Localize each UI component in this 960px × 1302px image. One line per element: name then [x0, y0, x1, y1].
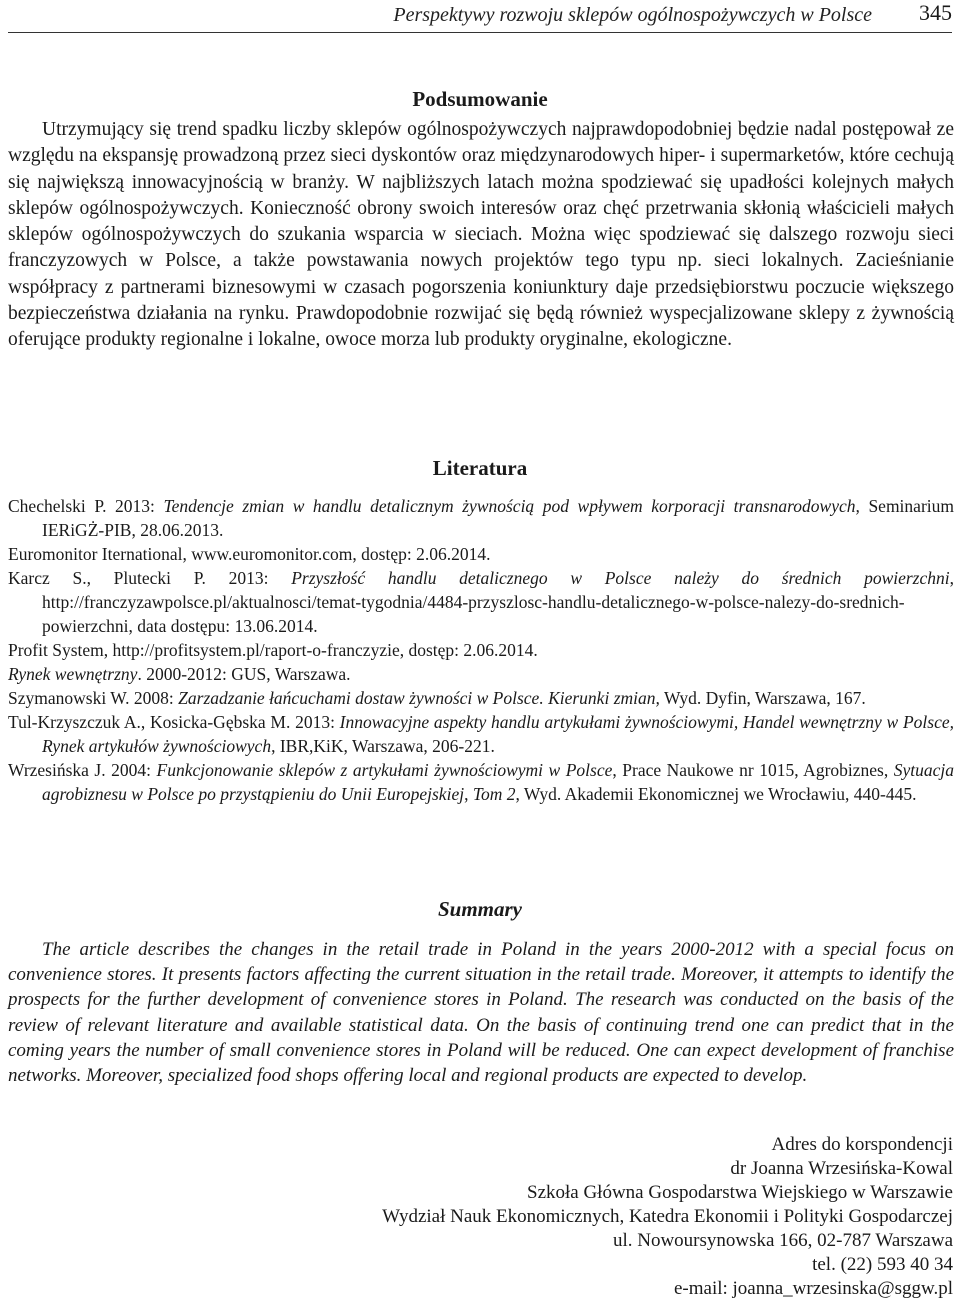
address-label: Adres do korspondencji	[771, 1134, 953, 1155]
reference-item: Rynek wewnętrzny. 2000-2012: GUS, Warszawa.	[8, 664, 351, 684]
reference-item: Szymanowski W. 2008: Zarzadzanie łańcuchami dostaw żywności w Polsce. Kierunki zmian, Wyd. Dyfin, Warszawa, 167.	[8, 688, 866, 708]
page-number: 345	[919, 0, 952, 25]
reference-item: Euromonitor Iternational, www.euromonitor.com, dostęp: 2.06.2014.	[8, 544, 491, 564]
correspondence-address	[382, 1133, 953, 1301]
email: e-mail: joanna_wrzesinska@sggw.pl	[673, 1278, 953, 1299]
literature-heading: Literatura	[432, 456, 528, 480]
conclusion-heading: Podsumowanie	[412, 87, 548, 111]
faculty: Wydział Nauk Ekonomicznych, Katedra Ekonomii i Polityki Gospodarczej	[382, 1206, 953, 1227]
page-header	[8, 0, 952, 33]
reference-item: Chechelski P. 2013: Tendencje zmian w handlu detalicznym żywnością pod wpływem korporacji transnarodowych, Seminarium IERiGŻ-PIB, 28.06.2013.	[8, 496, 954, 540]
reference-item: Karcz S., Plutecki P. 2013: Przyszłość handlu detalicznego w Polsce należy do średnich powierzchni, http://franczyzawpolsce.pl/aktualnosci/temat-tygodnia/4484-przyszlosc-handlu-detalicznego-w-polsce-nalezy-do-srednich-powierzchni, data dostępu: 13.06.2014.	[8, 568, 954, 636]
summary-text: The article describes the changes in the retail trade in Poland in the years 2000-2012 with a special focus on convenience stores. It presents factors affecting the current situation in the retail trade. Moreover, it attempts to identify the prospects for the further development of convenience stores in Poland. The research was conducted on the basis of the review of relevant literature and available statistical data. On the basis of continuing trend one can predict that in the coming years the number of small convenience stores in Poland will be reduced. One can expect development of franchise networks. Moreover, specialized food shops offering local and regional products are expected to develop.	[8, 939, 954, 1087]
reference-item: Profit System, http://profitsystem.pl/raport-o-franczyzie, dostęp: 2.06.2014.	[8, 640, 538, 660]
conclusion-text: Utrzymujący się trend spadku liczby sklepów ogólnospożywczych najprawdopodobniej będzie nadal postępował ze względu na ekspansję prowadzoną przez sieci dyskontów oraz międzynarodowych hiper- i supermarketów, które cechują się największą innowacyjnością w branży. W najbliższych latach można spodziewać się upadłości kolejnych małych sklepów ogólnospożywczych. Konieczność obrony swoich interesów oraz chęć przetrwania skłonią właścicieli małych sklepów ogólnospożywczych do szukania wsparcia w sieciach. Można więc spodziewać się dalszego rozwoju sieci franczyzowych w Polsce, a także powstawania nowych projektów tego typu np. sieci lokalnych. Zacieśnianie współpracy z partnerami biznesowymi w czasach pogorszenia koniunktury daje przedsiębiorstwu poczucie większego bezpieczeństwa działania na rynku. Prawdopodobnie rozwijać się będą również wyspecjalizowane sklepy z żywnością oferujące produkty regionalne i lokalne, owoce morza lub produkty oryginalne, ekologiczne.	[8, 119, 954, 351]
running-title: Perspektywy rozwoju sklepów ogólnospożywczych w Polsce	[393, 4, 872, 26]
reference-item: Tul-Krzyszczuk A., Kosicka-Gębska M. 2013: Innowacyjne aspekty handlu artykułami żywnościowymi, Handel wewnętrzny w Polsce, Rynek artykułów żywnościowych, IBR,KiK, Warszawa, 206-221.	[8, 712, 954, 756]
phone: tel. (22) 593 40 34	[812, 1254, 953, 1275]
reference-list	[8, 494, 954, 806]
author-name: dr Joanna Wrzesińska-Kowal	[730, 1158, 953, 1179]
reference-item: Wrzesińska J. 2004: Funkcjonowanie sklepów z artykułami żywnościowymi w Polsce, Prace Naukowe nr 1015, Agrobiznes, Sytuacja agrobiznesu w Polsce po przystąpieniu do Unii Europejskiej, Tom 2, Wyd. Akademii Ekonomicznej we Wrocławiu, 440-445.	[8, 760, 954, 804]
street: ul. Nowoursynowska 166, 02-787 Warszawa	[612, 1230, 953, 1251]
university: Szkoła Główna Gospodarstwa Wiejskiego w Warszawie	[527, 1182, 953, 1203]
summary-heading: Summary	[437, 897, 523, 921]
